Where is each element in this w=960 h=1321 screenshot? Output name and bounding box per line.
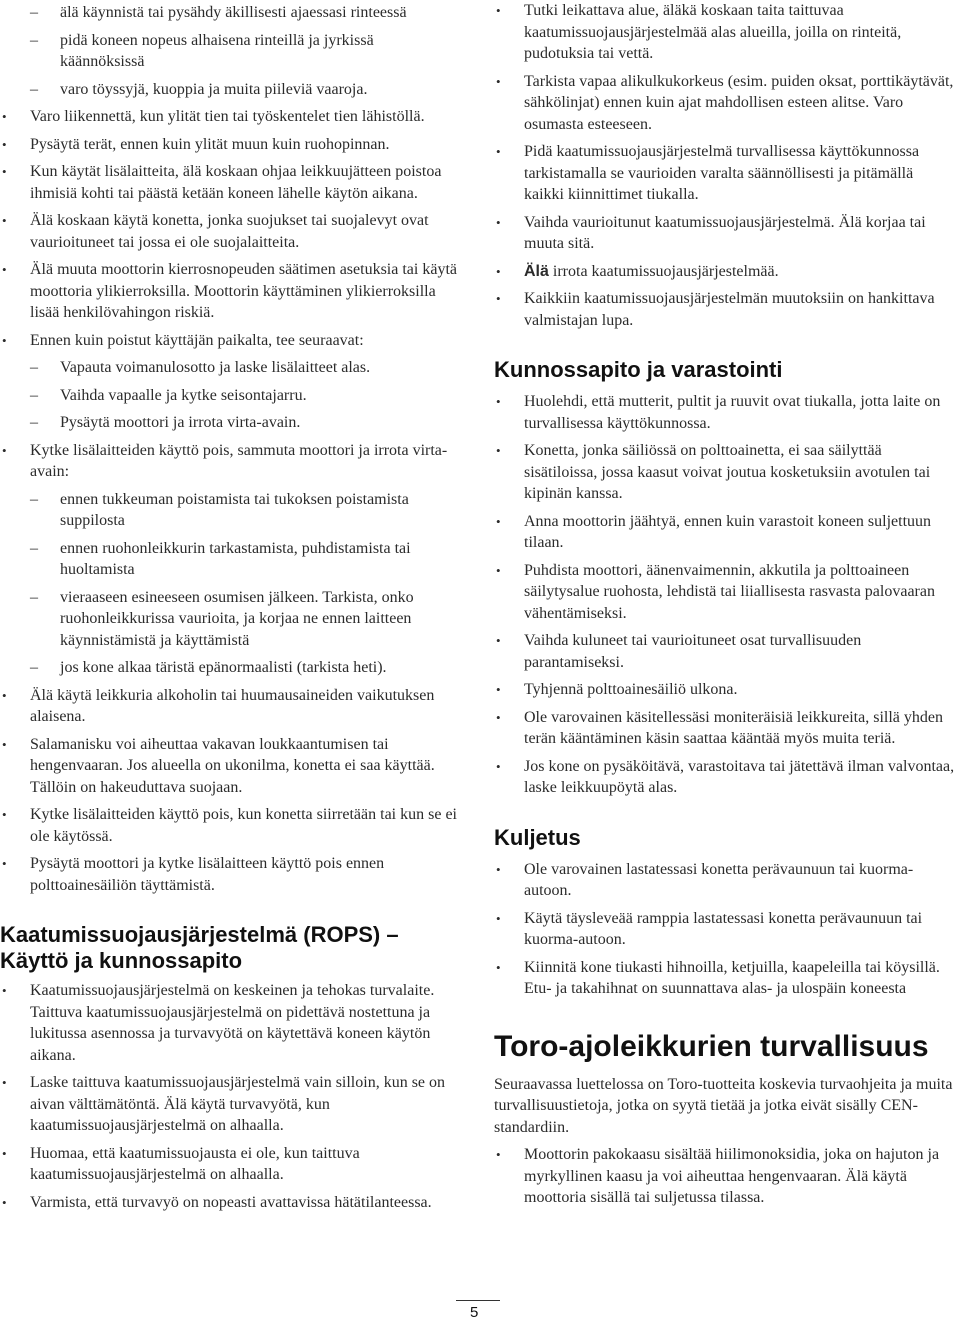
list-item: • Kaikkiin kaatumissuojausjärjestelmän muutoksiin on hankittava valmistajan lupa. <box>494 288 956 331</box>
maintenance-list <box>494 391 956 799</box>
list-item: • Laske taittuva kaatumissuojausjärjestelmä vain silloin, kun se on aivan välttämätöntä. Älä käytä turvavyötä, kun kaatumissuojausjärjestelmä on alhaalla. <box>0 1072 462 1137</box>
list-item: • Tyhjennä polttoainesäiliö ulkona. <box>494 679 956 701</box>
list-item: • Kaatumissuojausjärjestelmä on keskeinen ja tehokas turvalaite. Taittuva kaatumissuojausjärjestelmä on pidettävä nostettuna ja lukitussa asennossa ja turvavyötä on käytettävä koneen käytön aikana. <box>0 980 462 1066</box>
list-item: • Varo liikennettä, kun ylität tien tai työskentelet tien lähistöllä. <box>0 106 462 128</box>
list-item: • Käytä täysleveää ramppia lastatessasi konetta perävaunuun tai kuorma-autoon. <box>494 908 956 951</box>
list-item: • Tarkista vapaa alikulkukorkeus (esim. puiden oksat, porttikäytävät, sähkölinjat) ennen kuin ajat mahdollisen esteen alitse. Varo osumasta esteeseen. <box>494 71 956 136</box>
transport-list <box>494 859 956 1000</box>
rops-list-continued <box>494 0 956 331</box>
list-item: • Salamanisku voi aiheuttaa vakavan loukkaantumisen tai hengenvaaran. Jos alueella on ukonilma, konetta ei saa käyttää. Tällöin on hakeuduttava suojaan. <box>0 734 462 799</box>
list-item: – Pysäytä moottori ja irrota virta-avain. <box>0 412 462 434</box>
list-item: • Pysäytä terät, ennen kuin ylität muun kuin ruohopinnan. <box>0 134 462 156</box>
maintenance-heading: Kunnossapito ja varastointi <box>494 357 783 382</box>
list-item: • Ole varovainen käsitellessäsi moniteräisiä leikkureita, sillä yhden terän kääntäminen käsin saattaa kääntää myös muita teriä. <box>494 707 956 750</box>
list-item: • Ennen kuin poistut käyttäjän paikalta, tee seuraavat: <box>0 330 462 352</box>
list-item: • Huolehdi, että mutterit, pultit ja ruuvit ovat tiukalla, jotta laite on turvallisessa käyttökunnossa. <box>494 391 956 434</box>
toro-list <box>494 1144 956 1209</box>
list-item: – varo töyssyjä, kuoppia ja muita piileviä vaaroja. <box>0 79 462 101</box>
list-item: • Älä käytä leikkuria alkoholin tai huumausaineiden vaikutuksen alaisena. <box>0 685 462 728</box>
emphasis-text: Älä <box>524 262 549 280</box>
list-item: • Varmista, että turvavyö on nopeasti avattavissa hätätilanteessa. <box>0 1192 462 1214</box>
list-item: • Moottorin pakokaasu sisältää hiilimonoksidia, joka on hajuton ja myrkyllinen kaasu ja voi aiheuttaa hengenvaaran. Älä käytä moottoria sisällä tai suljetussa tilassa. <box>494 1144 956 1209</box>
rops-list <box>0 980 462 1213</box>
list-item: • Jos kone on pysäköitävä, varastoitava tai jätettävä ilman valvontaa, laske leikkuupöytä alas. <box>494 756 956 799</box>
right-column <box>494 0 956 1215</box>
safety-list-continued <box>0 2 462 896</box>
list-item: – pidä koneen nopeus alhaisena rinteillä ja jyrkissä käännöksissä <box>0 30 462 73</box>
list-item: • Älä koskaan käytä konetta, jonka suojukset tai suojalevyt ovat vaurioituneet tai jossa ei ole suojalaitteita. <box>0 210 462 253</box>
list-item: • Kytke lisälaitteiden käyttö pois, kun konetta siirretään tai kun se ei ole käytössä. <box>0 804 462 847</box>
list-item: • Kiinnitä kone tiukasti hihnoilla, ketjuilla, kaapeleilla tai köysillä. Etu- ja takahihnat on suunnattava alas- ja ulospäin koneesta <box>494 957 956 1000</box>
footer-divider <box>456 1300 500 1301</box>
list-item: • Pidä kaatumissuojausjärjestelmä turvallisessa käyttökunnossa tarkistamalla se vaurioiden varalta säännöllisesti ja pitämällä kaikki kiinnittimet tiukalla. <box>494 141 956 206</box>
rops-heading: Kaatumissuojausjärjestelmä (ROPS) – Käyttö ja kunnossapito <box>0 922 399 973</box>
list-item: • Vaihda kuluneet tai vaurioituneet osat turvallisuuden parantamiseksi. <box>494 630 956 673</box>
list-item: – ennen tukkeuman poistamista tai tukoksen poistamista suppilosta <box>0 489 462 532</box>
list-item: – Vapauta voimanulosotto ja laske lisälaitteet alas. <box>0 357 462 379</box>
toro-safety-heading: Toro-ajoleikkurien turvallisuus <box>494 1029 929 1063</box>
list-item: • Vaihda vaurioitunut kaatumissuojausjärjestelmä. Älä korjaa tai muuta sitä. <box>494 212 956 255</box>
list-item-text: irrota kaatumissuojausjärjestelmää. <box>548 262 779 280</box>
list-item: – Vaihda vapaalle ja kytke seisontajarru. <box>0 385 462 407</box>
list-item: • Ole varovainen lastatessasi konetta perävaunuun tai kuorma-autoon. <box>494 859 956 902</box>
list-item: • Puhdista moottori, äänenvaimennin, akkutila ja polttoaineen säilytysalue ruohosta, lehdistä tai liiallisesta rasvasta palovaaran vähentämiseksi. <box>494 560 956 625</box>
list-item: • Huomaa, että kaatumissuojausta ei ole, kun taittuva kaatumissuojausjärjestelmä on alhaalla. <box>0 1143 462 1186</box>
list-item: • Kytke lisälaitteiden käyttö pois, sammuta moottori ja irrota virta-avain: <box>0 440 462 483</box>
left-column <box>0 0 462 1219</box>
list-item: • Anna moottorin jäähtyä, ennen kuin varastoit koneen suljettuun tilaan. <box>494 511 956 554</box>
list-item: – jos kone alkaa täristä epänormaalisti (tarkista heti). <box>0 657 462 679</box>
list-item: • Älä muuta moottorin kierrosnopeuden säätimen asetuksia tai käytä moottoria ylikierroksilla. Moottorin käyttäminen ylikierroksilla lisää henkilövahingon riskiä. <box>0 259 462 324</box>
list-item: – ennen ruohonleikkurin tarkastamista, puhdistamista tai huoltamista <box>0 538 462 581</box>
page-number: 5 <box>470 1304 479 1321</box>
list-item: • Tutki leikattava alue, äläkä koskaan taita taittuvaa kaatumissuojausjärjestelmää alas alueilla, joilla on rinteitä, pudotuksia tai vettä. <box>494 0 956 65</box>
list-item: – vieraaseen esineeseen osumisen jälkeen. Tarkista, onko ruohonleikkurissa vaurioita, ja korjaa ne ennen laitteen käynnistämistä ja käyttämistä <box>0 587 462 652</box>
list-item: • Pysäytä moottori ja kytke lisälaitteen käyttö pois ennen polttoainesäiliön täyttämistä. <box>0 853 462 896</box>
list-item: • Konetta, jonka säiliössä on polttoainetta, ei saa säilyttää sisätiloissa, jossa kaasut voivat joutua kosketuksiin avotulen tai kipinän kanssa. <box>494 440 956 505</box>
list-item: • Kun käytät lisälaitteita, älä koskaan ohjaa leikkuujätteen poistoa ihmisiä kohti tai päästä ketään koneen lähelle käytön aikana. <box>0 161 462 204</box>
toro-intro-paragraph: Seuraavassa luettelossa on Toro-tuotteita koskevia turvaohjeita ja muita turvallisuustietoja, jotka on syytä tietää ja jotka eivät sisälly CEN-standardiin. <box>494 1075 953 1136</box>
transport-heading: Kuljetus <box>494 824 581 850</box>
list-item: – älä käynnistä tai pysähdy äkillisesti ajaessasi rinteessä <box>0 2 462 24</box>
list-item <box>494 261 956 283</box>
